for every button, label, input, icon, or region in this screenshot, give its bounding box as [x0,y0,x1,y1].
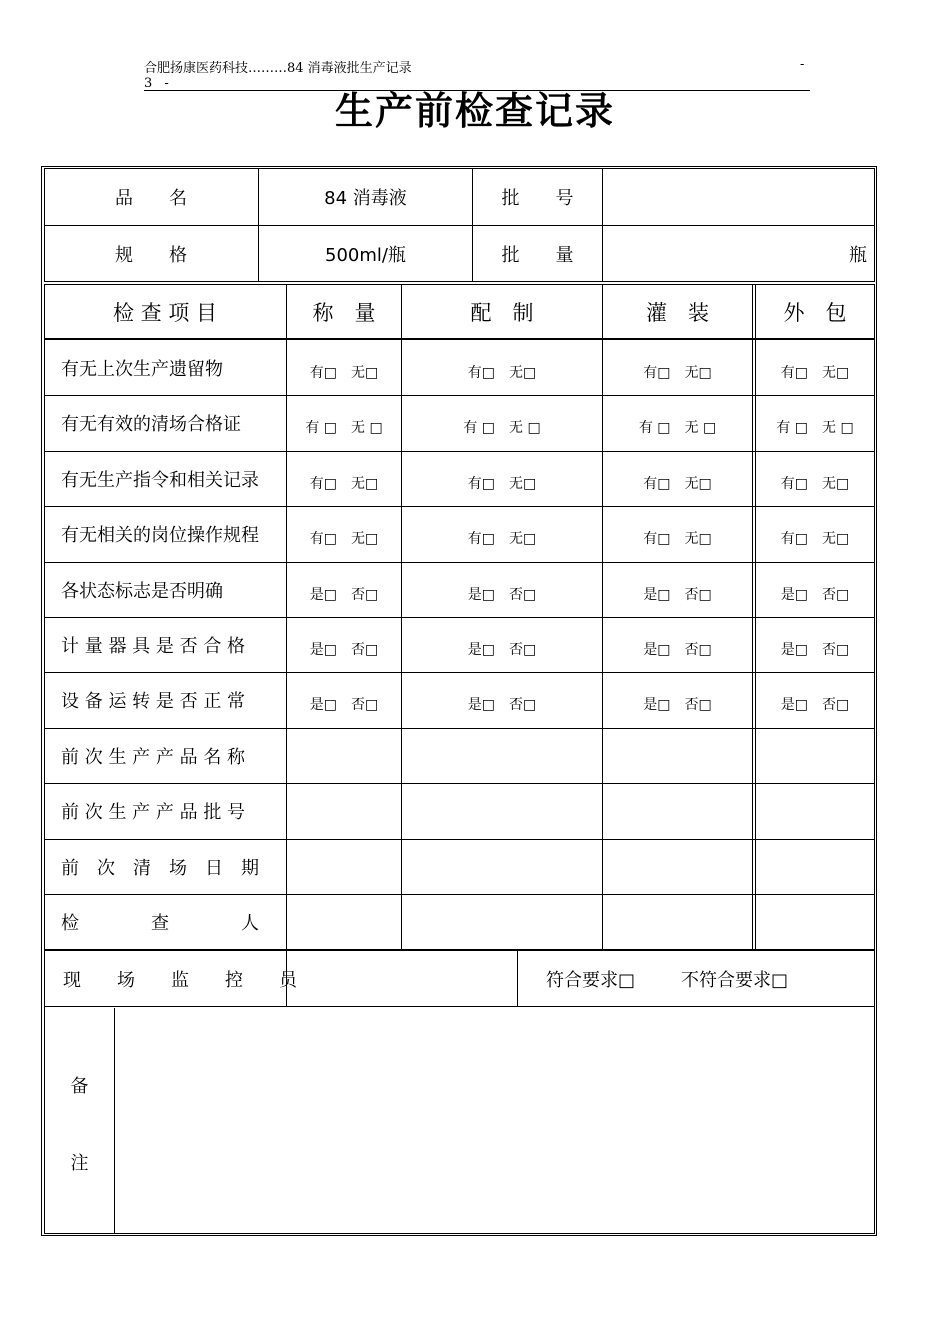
check-item-label: 前 次 清 场 日 期 [61,857,259,879]
check-cell-filling[interactable] [603,787,752,842]
check-cell-preparation[interactable]: 是□ 否□ [467,696,537,713]
check-item-label: 设 备 运 转 是 否 正 常 [61,690,246,712]
check-item-label: 各状态标志是否明确 [61,580,223,602]
check-cell-weighing[interactable] [287,898,401,953]
check-cell-packaging[interactable] [756,898,874,953]
check-cell-weighing[interactable] [287,787,401,842]
check-cell-filling[interactable]: 是□ 否□ [643,696,712,713]
col-header-preparation: 配 制 [470,301,534,325]
name-value[interactable]: 84 消毒液 [324,187,407,209]
header-dash: - [800,57,805,72]
check-cell-weighing[interactable]: 有□ 无□ [309,530,379,547]
check-cell-packaging[interactable] [756,732,874,787]
check-cell-weighing[interactable]: 有 □ 无 □ [305,419,383,436]
header-page-mark: 3 - [144,76,173,91]
spec-value[interactable]: 500ml/瓶 [325,245,406,266]
monitor-value[interactable] [287,951,517,1006]
check-cell-packaging[interactable] [756,787,874,842]
check-item-label: 检 查 人 [61,912,259,934]
check-cell-preparation[interactable] [402,732,602,787]
check-cell-filling[interactable]: 是□ 否□ [643,641,712,658]
check-item-label: 有无生产指令和相关记录 [61,469,259,491]
check-cell-filling[interactable] [603,898,752,953]
check-item-label: 有无上次生产遗留物 [61,358,223,380]
check-cell-preparation[interactable]: 有□ 无□ [467,364,537,381]
check-cell-packaging[interactable]: 是□ 否□ [780,696,850,713]
monitor-bottom-line [44,1006,875,1007]
check-cell-weighing[interactable]: 是□ 否□ [309,586,379,603]
check-cell-weighing[interactable]: 是□ 否□ [309,641,379,658]
check-cell-filling[interactable]: 有□ 无□ [643,530,712,547]
batch-value[interactable] [603,168,875,225]
check-cell-weighing[interactable]: 是□ 否□ [309,696,379,713]
check-cell-preparation[interactable]: 有 □ 无 □ [463,419,541,436]
check-item-label: 前 次 生 产 产 品 批 号 [61,801,246,823]
check-cell-packaging[interactable]: 有□ 无□ [780,364,850,381]
check-cell-packaging[interactable]: 有□ 无□ [780,475,850,492]
check-cell-packaging[interactable]: 有 □ 无 □ [776,419,854,436]
page-title: 生产前检查记录 [334,89,615,133]
remarks-label-2: 注 [70,1153,89,1174]
check-cell-filling[interactable]: 有□ 无□ [643,364,712,381]
check-item-label: 计 量 器 具 是 否 合 格 [61,635,246,657]
name-label: 品 名 [115,187,187,209]
check-cell-packaging[interactable]: 是□ 否□ [780,641,850,658]
col-header-filling: 灌 装 [646,301,709,325]
monitor-label: 现 场 监 控 员 [63,969,297,991]
qty-label: 批 量 [501,245,574,266]
qty-value-field[interactable] [603,226,867,282]
check-cell-filling[interactable] [603,732,752,787]
remarks-value[interactable] [115,1008,874,1233]
check-cell-preparation[interactable] [402,787,602,842]
check-cell-preparation[interactable] [402,898,602,953]
checklist-top-line [44,284,875,285]
check-cell-preparation[interactable]: 有□ 无□ [467,475,537,492]
check-cell-preparation[interactable]: 是□ 否□ [467,641,537,658]
check-cell-filling[interactable]: 有□ 无□ [643,475,712,492]
header-company-line: 合肥扬康医药科技………84 消毒液批生产记录 [144,61,412,76]
remarks-bottom-line [44,1233,875,1234]
check-item-label: 前 次 生 产 产 品 名 称 [61,746,246,768]
check-cell-weighing[interactable]: 有□ 无□ [309,364,379,381]
check-cell-packaging[interactable]: 有□ 无□ [780,530,850,547]
check-cell-preparation[interactable] [402,843,602,898]
check-item-label: 有无相关的岗位操作规程 [61,524,259,546]
check-cell-filling[interactable]: 有 □ 无 □ [638,419,717,436]
check-cell-packaging[interactable]: 是□ 否□ [780,586,850,603]
col-header-packaging: 外 包 [783,301,847,325]
monitor-result [518,951,874,1006]
check-cell-weighing[interactable] [287,732,401,787]
check-item-label: 有无有效的清场合格证 [61,413,241,435]
col-header-weighing: 称 量 [312,301,376,325]
qty-unit: 瓶 [849,245,867,266]
check-cell-filling[interactable]: 是□ 否□ [643,586,712,603]
batch-label: 批 号 [501,187,574,209]
monitor-ok-checkbox[interactable]: 符合要求□ [546,969,636,991]
spec-label: 规 格 [115,245,187,266]
check-cell-weighing[interactable]: 有□ 无□ [309,475,379,492]
col-header-item: 检 查 项 目 [112,301,218,325]
check-cell-packaging[interactable] [756,843,874,898]
check-cell-preparation[interactable]: 有□ 无□ [467,530,537,547]
remarks-label-1: 备 [70,1076,89,1097]
monitor-not-ok-checkbox[interactable]: 不符合要求□ [681,969,789,991]
check-cell-filling[interactable] [603,843,752,898]
checklist-right-line [874,284,875,1234]
check-cell-preparation[interactable]: 是□ 否□ [467,586,537,603]
check-cell-weighing[interactable] [287,843,401,898]
